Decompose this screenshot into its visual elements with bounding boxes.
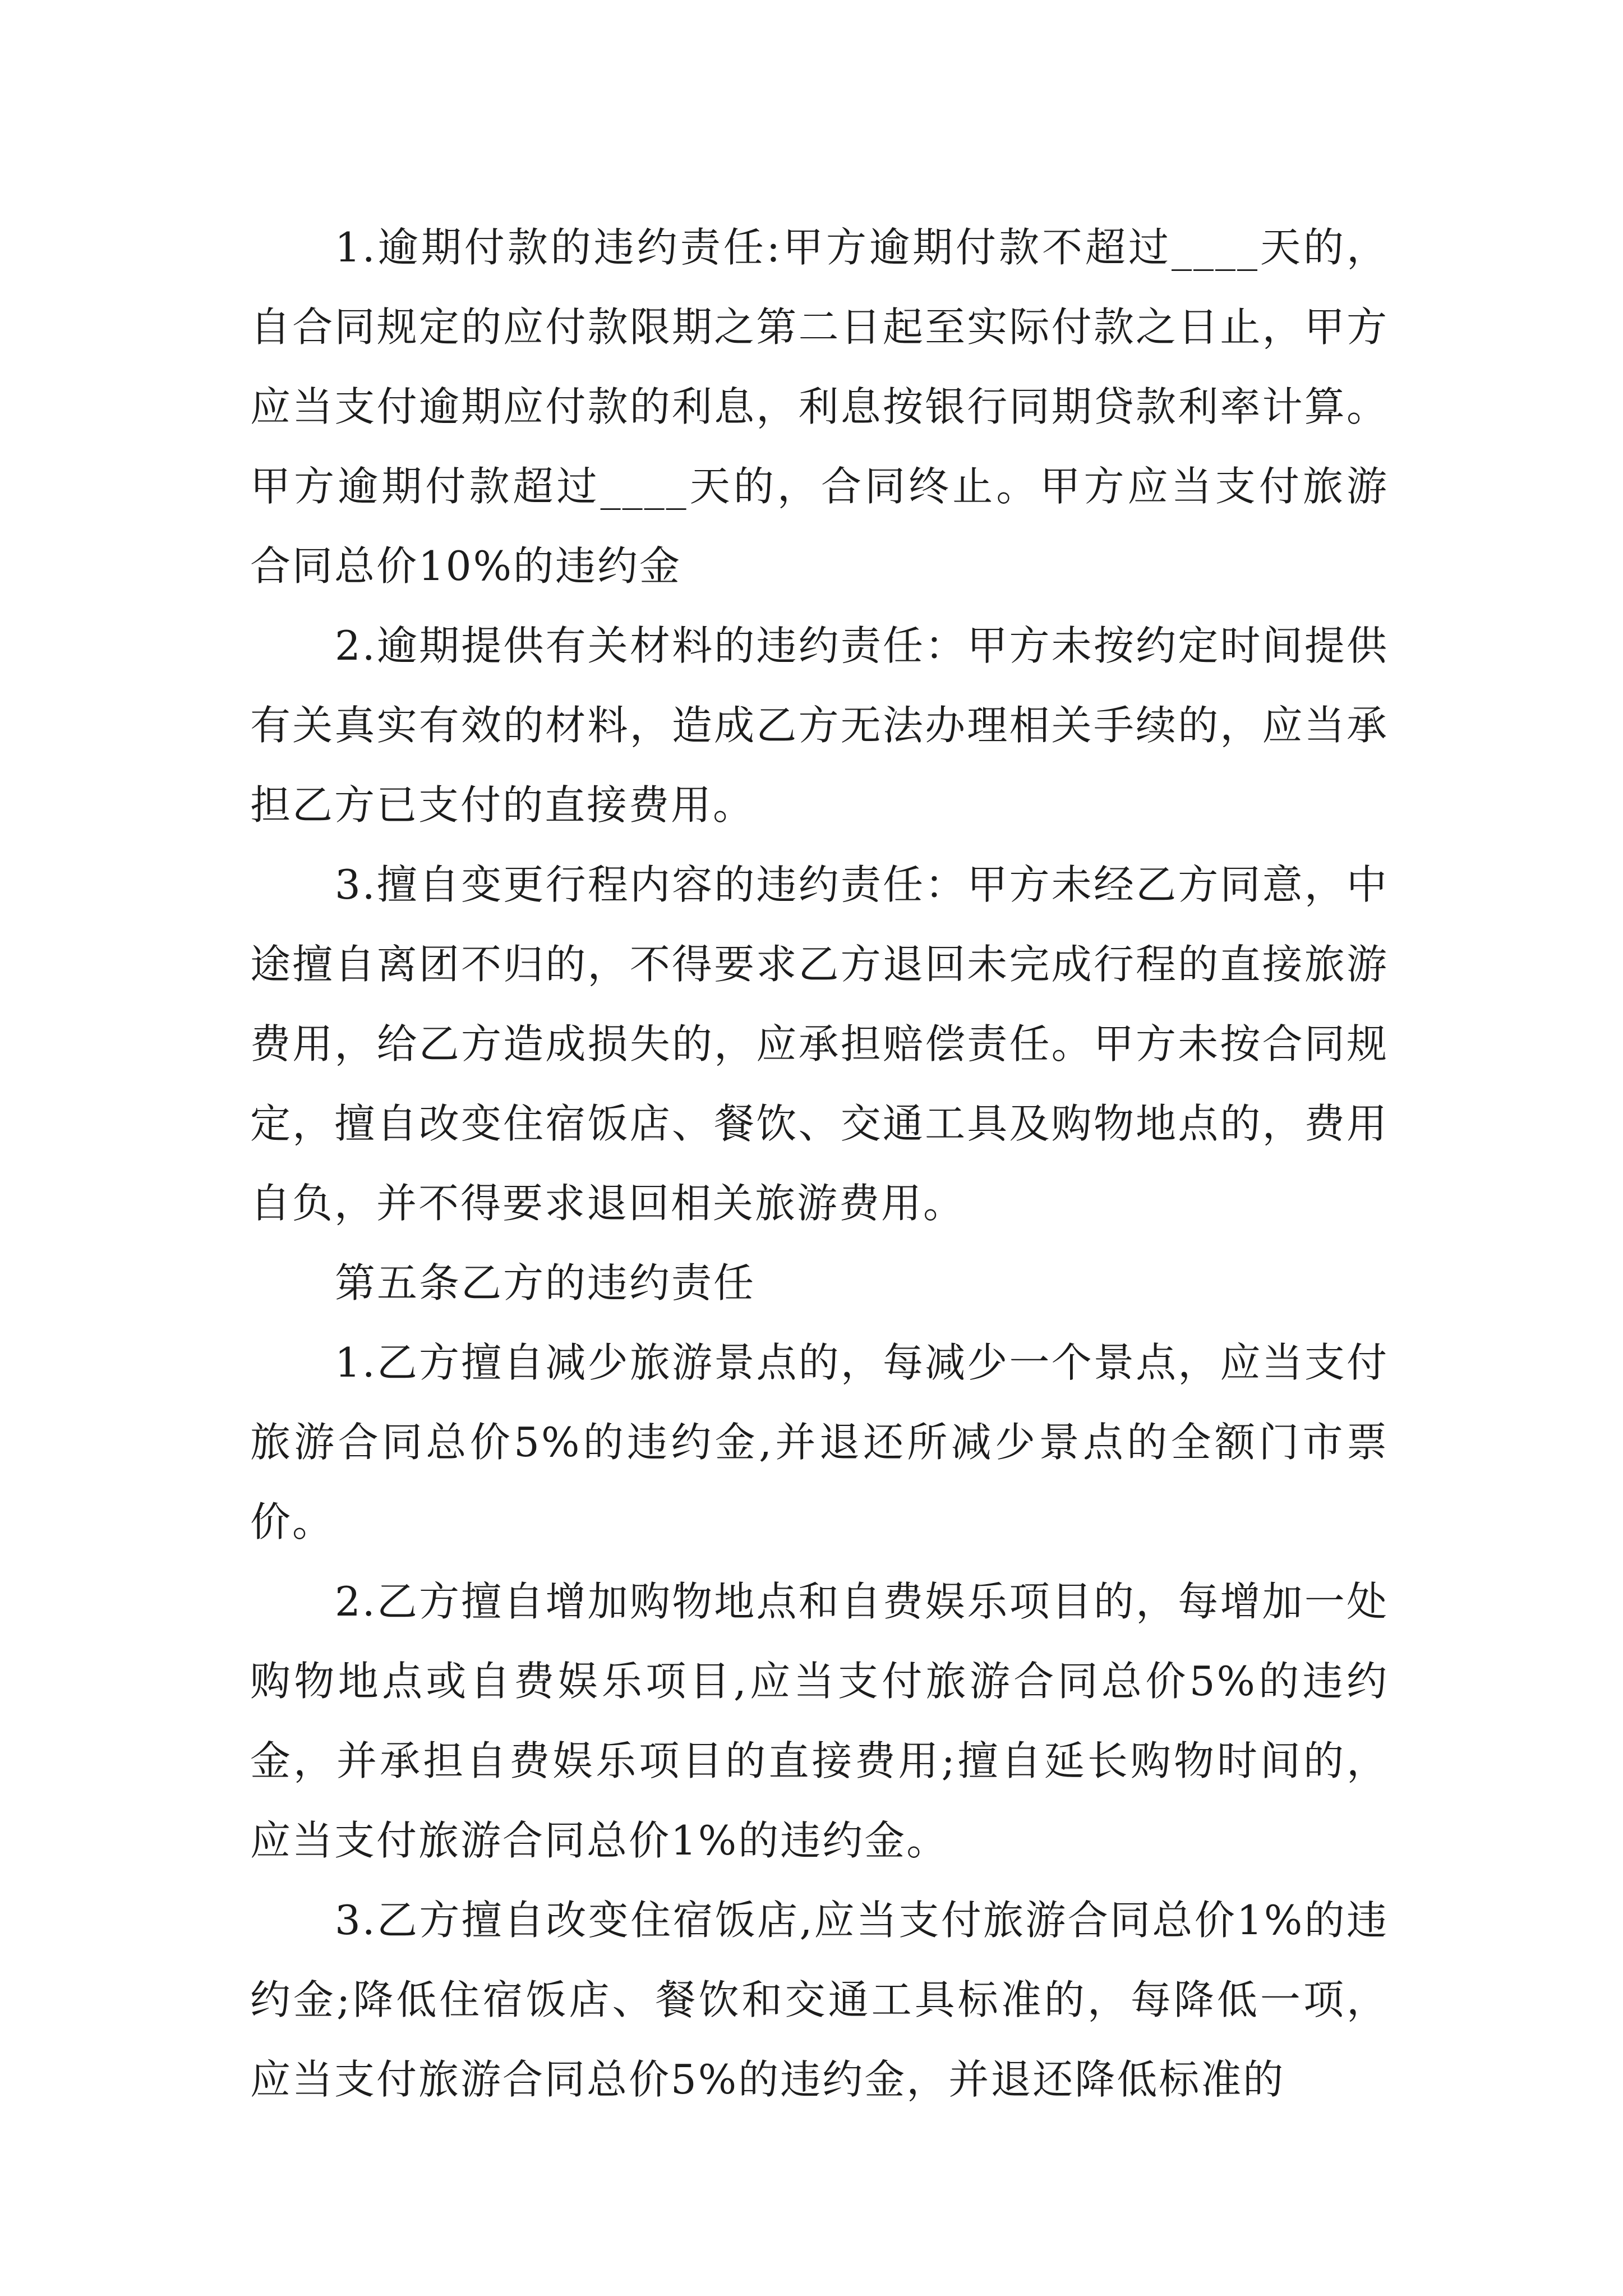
clause-add-shopping: 2.乙方擅自增加购物地点和自费娱乐项目的，每增加一处购物地点或自费娱乐项目,应当支付旅游合同总价5%的违约金，并承担自费娱乐项目的直接费用;擅自延长购物时间的，应当支付旅游合同总价1%的违约金。: [250, 1578, 1389, 1864]
clause-change-hotel: 3.乙方擅自改变住宿饭店,应当支付旅游合同总价1%的违约金;降低住宿饭店、餐饮和交通工具标准的，每降低一项，应当支付旅游合同总价5%的违约金，并退还降低标准的: [250, 1897, 1389, 2103]
document-body: [250, 208, 1389, 2119]
clause-overdue-materials: 2.逾期提供有关材料的违约责任：甲方未按约定时间提供有关真实有效的材料，造成乙方无法办理相关手续的，应当承担乙方已支付的直接费用。: [250, 622, 1389, 829]
clause-reduce-attractions: 1.乙方擅自减少旅游景点的，每减少一个景点，应当支付旅游合同总价5%的违约金,并退还所减少景点的全额门市票价。: [250, 1339, 1389, 1545]
section-heading-article-5: 第五条乙方的违约责任: [335, 1259, 756, 1306]
clause-itinerary-change: 3.擅自变更行程内容的违约责任：甲方未经乙方同意，中途擅自离团不归的，不得要求乙方退回未完成行程的直接旅游费用，给乙方造成损失的，应承担赔偿责任。甲方未按合同规定，擅自改变住宿饭店、餐饮、交通工具及购物地点的，费用自负，并不得要求退回相关旅游费用。: [250, 861, 1389, 1227]
clause-overdue-payment: 1.逾期付款的违约责任:甲方逾期付款不超过____天的，自合同规定的应付款限期之第二日起至实际付款之日止，甲方应当支付逾期应付款的利息，利息按银行同期贷款利率计算。甲方逾期付款超过____天的，合同终止。甲方应当支付旅游合同总价10%的违约金: [250, 224, 1389, 590]
